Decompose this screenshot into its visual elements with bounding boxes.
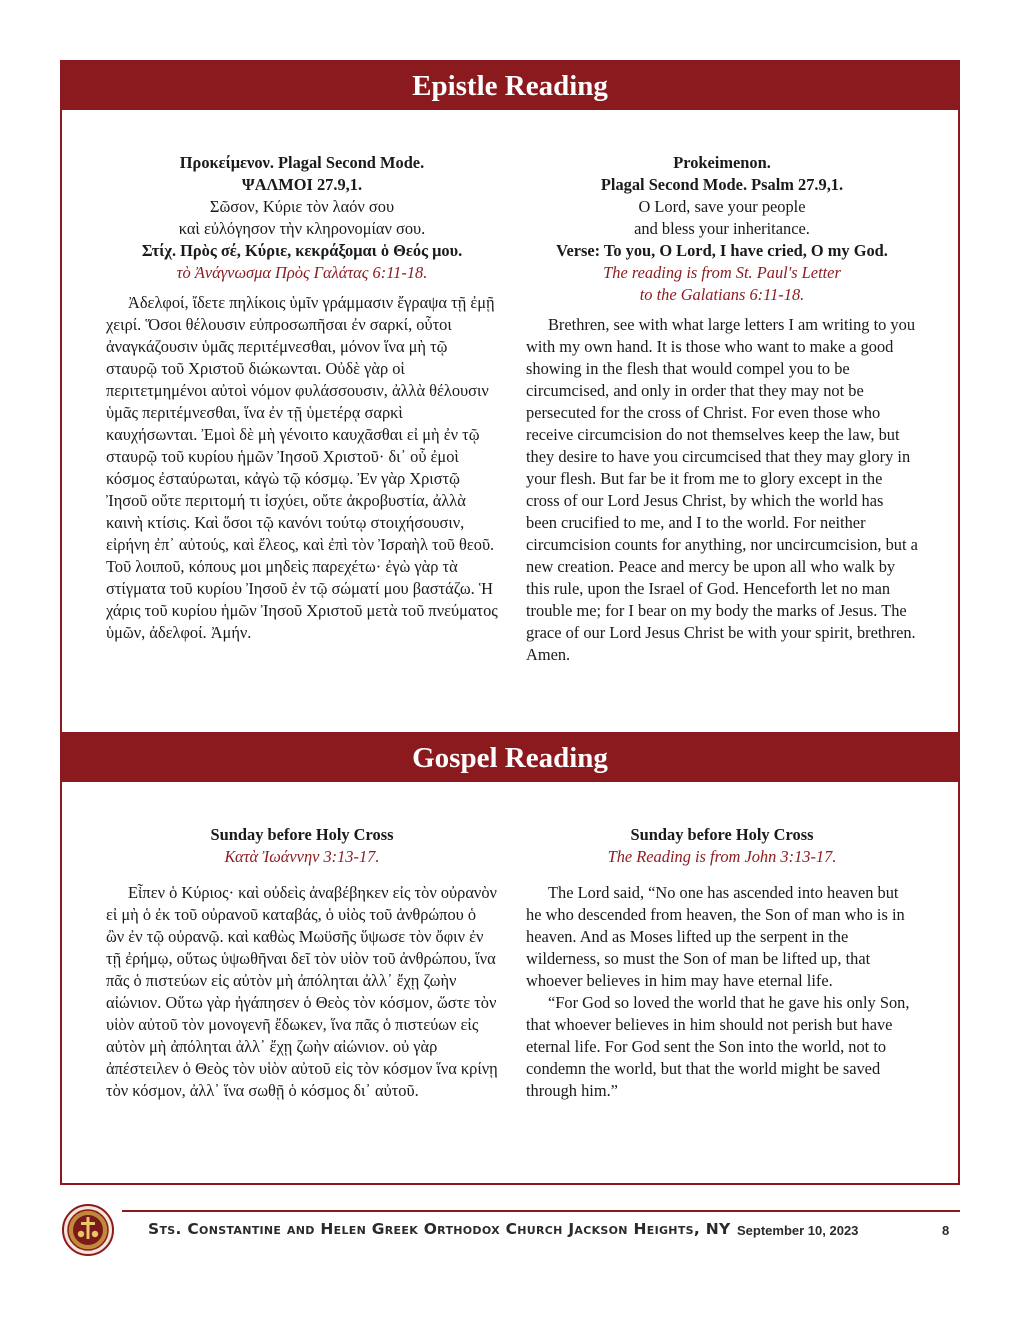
english-line-1: O Lord, save your people [638,197,806,216]
epistle-english-body: Brethren, see with what large letters I am writing to you with my own hand. It is those who want to make a good showing in the flesh that would compel you to be circumcised, and only in order that they may not be persecuted for the cross of Christ. For even those who receive circumcision do not themselves keep the law, but they desire to have you circumcised that they may glory in your flesh. But far be it from me to glory except in the cross of our Lord Jesus Christ, by which the world has been crucified to me, and I to the world. For neither circumcision counts for anything, nor uncircumcision, but a new creation. Peace and mercy be upon all who walk by this rule, upon the Israel of God. Henceforth let no man trouble me; for I bear on my body the marks of Jesus. The grace of our Lord Jesus Christ be with your spirit, brethren. Amen. [526,315,918,664]
epistle-english-heading [526,152,918,306]
greek-line-2: καὶ εὐλόγησον τὴν κληρονομίαν σου. [178,219,426,238]
epistle-title: Epistle Reading [62,62,958,110]
greek-gospel-ref: Κατὰ Ἰωάννην 3:13-17. [224,847,380,866]
gospel-greek-column [106,824,498,1102]
greek-line-1: Σῶσον, Κύριε τὸν λαόν σου [209,197,395,216]
gospel-greek-body: Εἶπεν ὁ Κύριος· καὶ οὐδεὶς ἀναβέβηκεν εἰς τὸν οὐρανὸν εἰ μὴ ὁ ἐκ τοῦ οὐρανοῦ καταβάς, ὁ υἱὸς τοῦ ἀνθρώπου ὁ ὢν ἐν τῷ οὐρανῷ. καὶ καθὼς Μωϋσῆς ὕψωσε τὸν ὄφιν ἐν τῇ ἐρήμῳ, οὕτως ὑψωθῆναι δεῖ τὸν υἱὸν τοῦ ἀνθρώπου, ἵνα πᾶς ὁ πιστεύων εἰς αὐτὸν μὴ ἀπόληται ἀλλ᾽ ἔχῃ ζωὴν αἰώνιον. Οὕτω γὰρ ἠγάπησεν ὁ Θεὸς τὸν κόσμον, ὥστε τὸν υἱὸν αὐτοῦ τὸν μονογενῆ ἔδωκεν, ἵνα πᾶς ὁ πιστεύων εἰς αὐτὸν μὴ ἀπόληται ἀλλ᾽ ἔχῃ ζωὴν αἰώνιον. οὐ γὰρ ἀπέστειλεν ὁ Θεὸς τὸν υἱὸν αὐτοῦ εἰς τὸν κόσμον ἵνα κρίνῃ τὸν κόσμον, ἀλλ᾽ ἵνα σωθῇ ὁ κόσμος δι᾽ αὐτοῦ. [106,883,498,1100]
english-gospel-ref: The Reading is from John 3:13-17. [607,847,837,866]
gospel-english-body-1: The Lord said, “No one has ascended into heaven but he who descended from heaven, the Son of man who is in heaven. And as Moses lifted up the serpent in the wilderness, so must the Son of man be lifted up, that whoever believes in him may have eternal life. [526,883,905,990]
gospel-title: Gospel Reading [62,734,958,782]
greek-prokeimenon-title: Προκείμενον. Plagal Second Mode. [179,153,425,172]
epistle-greek-heading [106,152,498,284]
english-reading-ref-1: The reading is from St. Paul's Letter [603,263,841,282]
gospel-english-body-2: “For God so loved the world that he gave his only Son, that whoever believes in him should not perish but have eternal life. For God sent the Son into the world, not to condemn the world, but that the world might be saved through him.” [526,993,910,1100]
epistle-section [60,60,960,734]
english-line-2: and bless your inheritance. [634,219,810,238]
gospel-english-heading [526,824,918,868]
english-psalm-ref: Plagal Second Mode. Psalm 27.9,1. [600,175,844,194]
gospel-english-column [526,824,918,1102]
footer-date: September 10, 2023 [737,1223,859,1238]
english-sunday-title: Sunday before Holy Cross [630,825,814,844]
gospel-greek-heading [106,824,498,868]
greek-verse: Στίχ. Πρὸς σέ, Κύριε, κεκράξομαι ὁ Θεός μου. [141,241,463,260]
epistle-greek-body: Ἀδελφοί, ἴδετε πηλίκοις ὑμῖν γράμμασιν ἔγραψα τῇ ἐμῇ χειρί. Ὅσοι θέλουσιν εὐπροσωπῆσαι ἐν σαρκί, οὗτοι ἀναγκάζουσιν ὑμᾶς περιτέμνεσθαι, μόνον ἵνα μὴ τῷ σταυρῷ τοῦ Χριστοῦ διώκωνται. Οὐδὲ γὰρ οἱ περιτετμημένοι αὐτοὶ νόμον φυλάσσουσιν, ἀλλὰ θέλουσιν ὑμᾶς περιτέμνεσθαι, ἵνα ἐν τῇ ὑμετέρᾳ σαρκὶ καυχήσωνται. Ἐμοὶ δὲ μὴ γένοιτο καυχᾶσθαι εἰ μὴ ἐν τῷ σταυρῷ τοῦ κυρίου ἡμῶν Ἰησοῦ Χριστοῦ· δι᾽ οὗ ἐμοὶ κόσμος ἐσταύρωται, κἀγὼ τῷ κόσμῳ. Ἐν γὰρ Χριστῷ Ἰησοῦ οὔτε περιτομή τι ἰσχύει, οὔτε ἀκροβυστία, ἀλλὰ καινὴ κτίσις. Καὶ ὅσοι τῷ κανόνι τούτῳ στοιχήσουσιν, εἰρήνη ἐπ᾽ αὐτούς, καὶ ἔλεος, καὶ ἐπὶ τὸν Ἰσραὴλ τοῦ θεοῦ. Τοῦ λοιποῦ, κόπους μοι μηδεὶς παρεχέτω· ἐγὼ γὰρ τὰ στίγματα τοῦ κυρίου Ἰησοῦ ἐν τῷ σώματί μου βαστάζω. Ἡ χάρις τοῦ κυρίου ἡμῶν Ἰησοῦ Χριστοῦ μετὰ τοῦ πνεύματος ὑμῶν, ἀδελφοί. Ἀμήν. [106,293,498,642]
footer-page-number: 8 [942,1223,950,1238]
greek-sunday-title: Sunday before Holy Cross [210,825,394,844]
footer-church-name: Sts. Constantine and Helen Greek Orthodox Church Jackson Heights, NY [148,1220,731,1238]
english-prokeimenon-title: Prokeimenon. [673,153,771,172]
epistle-greek-column [106,152,498,644]
english-reading-ref-2: to the Galatians 6:11-18. [639,285,805,304]
english-verse: Verse: To you, O Lord, I have cried, O my God. [556,241,888,260]
greek-reading-ref: τὸ Ἀνάγνωσμα Πρὸς Γαλάτας 6:11-18. [176,263,428,282]
footer-rule [122,1210,960,1212]
epistle-english-column [526,152,918,666]
greek-psalm-ref: ΨΑΛΜΟΙ 27.9,1. [241,175,363,194]
gospel-section [60,732,960,1185]
church-seal-icon [62,1204,114,1256]
